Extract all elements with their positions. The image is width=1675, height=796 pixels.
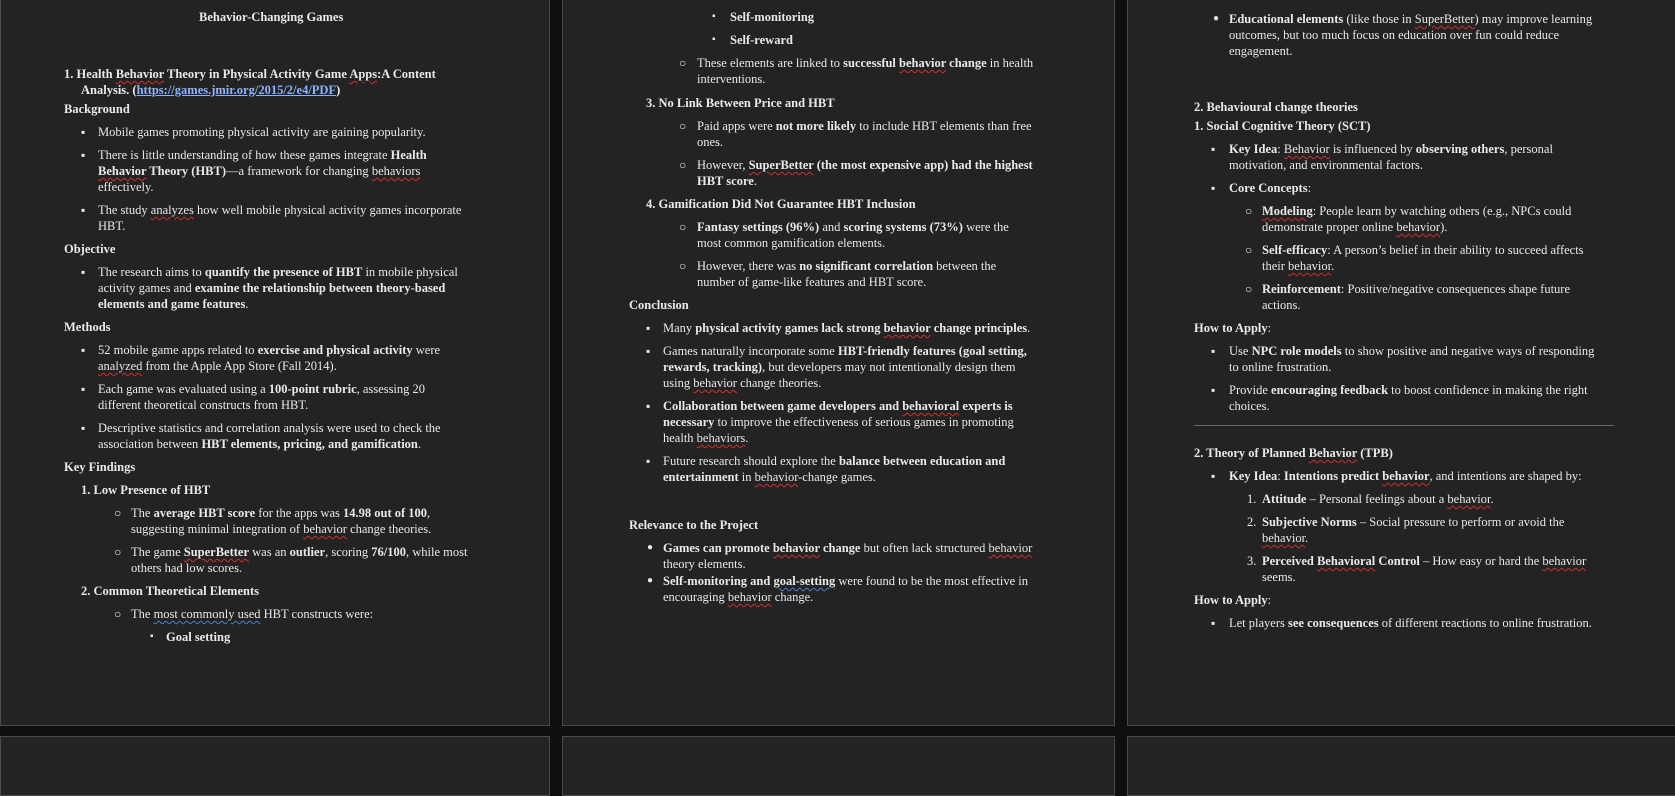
bullet-icon: ▪ (81, 148, 86, 162)
tpb-item-num: 2. (1247, 515, 1257, 529)
doc-title: Behavior-Changing Games (199, 10, 344, 24)
concept-modeling-line2: demonstrate proper online behavior). (1262, 220, 1448, 234)
relevance-item-1-line2: theory elements. (663, 557, 746, 571)
section-1-title: 1. Health Behavior Theory in Physical Activity Game Apps:A Content (64, 67, 436, 81)
bullet-icon: ▪ (81, 382, 86, 396)
method-item-2-line2: different theoretical constructs from HBT. (98, 398, 309, 412)
square-bullet-icon: ▪ (712, 34, 716, 45)
bg-item-3: The study analyzes how well mobile physical activity games incorporate (98, 203, 462, 217)
conclusion-item-2-line3: using behavior change theories. (663, 376, 822, 390)
method-item-1-line2: analyzed from the Apple App Store (Fall 2014). (98, 359, 337, 373)
bullet-icon: ▪ (646, 454, 651, 468)
conclusion-item-3-line3: health behaviors. (663, 431, 749, 445)
how-to-apply-heading-2: How to Apply: (1194, 593, 1272, 607)
tpb-perceived-control: Perceived Behavioral Control – How easy or hard the behavior (1262, 554, 1587, 568)
bullet-icon: ▪ (646, 344, 651, 358)
bg-item-2: There is little understanding of how these games integrate Health (98, 148, 427, 162)
concept-modeling: Modeling: People learn by watching others (e.g., NPCs could (1262, 204, 1572, 218)
conclusion-item-4-line2: entertainment in behavior-change games. (663, 470, 876, 484)
section-2-title: 2. Behavioural change theories (1194, 100, 1358, 114)
construct-goal-setting: Goal setting (166, 630, 231, 644)
bg-item-2-line2: Behavior Theory (HBT)—a framework for changing behaviors (98, 164, 421, 178)
sct-heading: 1. Social Cognitive Theory (SCT) (1194, 119, 1371, 133)
bullet-dot-icon: ● (647, 542, 654, 553)
bullet-dot-icon: ● (647, 575, 654, 586)
construct-self-monitoring: Self-monitoring (730, 10, 815, 24)
circle-bullet-icon: ○ (679, 259, 687, 273)
conclusion-item-4: Future research should explore the balance between education and (663, 454, 1006, 468)
document-page-5 (562, 736, 1115, 796)
conclusion-item-2: Games naturally incorporate some HBT-friendly features (goal setting, (663, 344, 1027, 358)
objective-text-line3: elements and game features. (98, 297, 249, 311)
circle-bullet-icon: ○ (679, 56, 687, 70)
circle-bullet-icon: ○ (679, 220, 687, 234)
objective-text: The research aims to quantify the presence of HBT in mobile physical (98, 265, 458, 279)
finding-4a: Fantasy settings (96%) and scoring systems (73%) were the (697, 220, 1009, 234)
square-bullet-icon: ▪ (150, 631, 154, 642)
core-concepts-label: Core Concepts: (1229, 181, 1312, 195)
finding-1a-line2: suggesting minimal integration of behavior change theories. (131, 522, 432, 536)
bullet-icon: ▪ (1211, 181, 1216, 195)
objective-heading: Objective (64, 242, 116, 256)
bullet-icon: ▪ (81, 343, 86, 357)
finding-4a-line2: most common gamification elements. (697, 236, 886, 250)
relevance-item-1: Games can promote behavior change but often lack structured behavior (663, 541, 1033, 555)
document-page-3 (1127, 0, 1675, 726)
tpb-perceived-control-line2: seems. (1262, 570, 1296, 584)
linked-elements-line2: interventions. (697, 72, 766, 86)
bullet-icon: ▪ (1211, 142, 1216, 156)
apply-item-3: Let players see consequences of different reactions to online frustration. (1229, 616, 1592, 630)
finding-1a: The average HBT score for the apps was 14.98 out of 100, (131, 506, 431, 520)
finding-1b: The game SuperBetter was an outlier, scoring 76/100, while most (131, 545, 468, 559)
document-page-6 (1127, 736, 1675, 796)
circle-bullet-icon: ○ (114, 506, 122, 520)
finding-3b-line2: HBT score. (697, 174, 757, 188)
tpb-heading: 2. Theory of Planned Behavior (TPB) (1194, 446, 1393, 460)
sct-key-idea: Key Idea: Behavior is influenced by observing others, personal (1229, 142, 1553, 156)
method-item-3: Descriptive statistics and correlation analysis were used to check the (98, 421, 441, 435)
bg-item-1: Mobile games promoting physical activity are gaining popularity. (98, 125, 426, 139)
bg-item-2-line3: effectively. (98, 180, 154, 194)
concept-self-efficacy: Self-efficacy: A person’s belief in their ability to succeed affects (1262, 243, 1584, 257)
bullet-icon: ▪ (1211, 616, 1216, 630)
concept-reinforcement-line2: actions. (1262, 298, 1301, 312)
circle-bullet-icon: ○ (1245, 282, 1253, 296)
conclusion-heading: Conclusion (629, 298, 689, 312)
circle-bullet-icon: ○ (1245, 204, 1253, 218)
educational-elements: Educational elements (like those in SuperBetter) may improve learning (1229, 12, 1593, 26)
tpb-item-num: 3. (1247, 554, 1257, 568)
paper-link[interactable]: https://games.jmir.org/2015/2/e4/PDF (136, 83, 337, 97)
sct-key-idea-line2: motivation, and environmental factors. (1229, 158, 1424, 172)
finding-3-heading: 3. No Link Between Price and HBT (646, 96, 835, 110)
educational-elements-line2: outcomes, but too much focus on education over fun could reduce (1229, 28, 1560, 42)
tpb-subjective-norms: Subjective Norms – Social pressure to perform or avoid the (1262, 515, 1565, 529)
apply-item-1-line2: to online frustration. (1229, 360, 1332, 374)
conclusion-item-1: Many physical activity games lack strong behavior change principles. (663, 321, 1031, 335)
conclusion-item-3: Collaboration between game developers and behavioral experts is (663, 399, 1013, 413)
document-page-1 (0, 0, 550, 726)
relevance-item-2: Self-monitoring and goal-setting were found to be the most effective in (663, 574, 1029, 588)
finding-1-heading: 1. Low Presence of HBT (81, 483, 211, 497)
relevance-heading: Relevance to the Project (629, 518, 759, 532)
method-item-3-line2: association between HBT elements, pricing, and gamification. (98, 437, 421, 451)
construct-self-reward: Self-reward (730, 33, 793, 47)
finding-3b: However, SuperBetter (the most expensive app) had the highest (697, 158, 1033, 172)
methods-heading: Methods (64, 320, 111, 334)
circle-bullet-icon: ○ (679, 119, 687, 133)
tpb-item-num: 1. (1247, 492, 1257, 506)
bullet-icon: ▪ (81, 265, 86, 279)
finding-2a: The most commonly used HBT constructs were: (131, 607, 374, 621)
conclusion-item-2-line2: rewards, tracking), but developers may not intentionally design them (663, 360, 1016, 374)
key-findings-heading: Key Findings (64, 460, 136, 474)
bullet-icon: ▪ (646, 399, 651, 413)
bullet-icon: ▪ (81, 125, 86, 139)
finding-4-heading: 4. Gamification Did Not Guarantee HBT Inclusion (646, 197, 916, 211)
finding-3a-line2: ones. (697, 135, 724, 149)
apply-item-2: Provide encouraging feedback to boost confidence in making the right (1229, 383, 1588, 397)
horizontal-rule (1194, 425, 1614, 426)
bullet-icon: ▪ (1211, 469, 1216, 483)
finding-1b-line2: others had low scores. (131, 561, 243, 575)
circle-bullet-icon: ○ (114, 607, 122, 621)
method-item-1: 52 mobile game apps related to exercise and physical activity were (98, 343, 441, 357)
square-bullet-icon: ▪ (712, 11, 716, 22)
concept-reinforcement: Reinforcement: Positive/negative consequences shape future (1262, 282, 1571, 296)
bullet-icon: ▪ (81, 421, 86, 435)
finding-4b-line2: number of game-like features and HBT score. (697, 275, 927, 289)
objective-text-line2: activity games and examine the relationship between theory-based (98, 281, 446, 295)
linked-elements: These elements are linked to successful behavior change in health (697, 56, 1034, 70)
finding-2-heading: 2. Common Theoretical Elements (81, 584, 259, 598)
bullet-dot-icon: ● (1213, 13, 1220, 24)
document-page-2 (562, 0, 1115, 726)
bullet-icon: ▪ (646, 321, 651, 335)
bullet-icon: ▪ (1211, 383, 1216, 397)
circle-bullet-icon: ○ (679, 158, 687, 172)
tpb-subjective-norms-line2: behavior. (1262, 531, 1309, 545)
bg-item-3-line2: HBT. (98, 219, 126, 233)
conclusion-item-3-line2: necessary to improve the effectiveness of serious games in promoting (663, 415, 1014, 429)
document-page-4 (0, 736, 550, 796)
apply-item-2-line2: choices. (1229, 399, 1270, 413)
tpb-key-idea: Key Idea: Intentions predict behavior, and intentions are shaped by: (1229, 469, 1582, 483)
circle-bullet-icon: ○ (114, 545, 122, 559)
concept-self-efficacy-line2: their behavior. (1262, 259, 1335, 273)
tpb-attitude: Attitude – Personal feelings about a behavior. (1262, 492, 1494, 506)
finding-3a: Paid apps were not more likely to include HBT elements than free (697, 119, 1032, 133)
method-item-2: Each game was evaluated using a 100-point rubric, assessing 20 (98, 382, 426, 396)
relevance-item-2-line2: encouraging behavior change. (663, 590, 814, 604)
finding-4b: However, there was no significant correlation between the (697, 259, 997, 273)
section-1-title-line2: Analysis. (https://games.jmir.org/2015/2/e4/PDF) (81, 83, 341, 97)
bullet-icon: ▪ (1211, 344, 1216, 358)
background-heading: Background (64, 102, 130, 116)
how-to-apply-heading: How to Apply: (1194, 321, 1272, 335)
apply-item-1: Use NPC role models to show positive and negative ways of responding (1229, 344, 1595, 358)
circle-bullet-icon: ○ (1245, 243, 1253, 257)
educational-elements-line3: engagement. (1229, 44, 1293, 58)
bullet-icon: ▪ (81, 203, 86, 217)
